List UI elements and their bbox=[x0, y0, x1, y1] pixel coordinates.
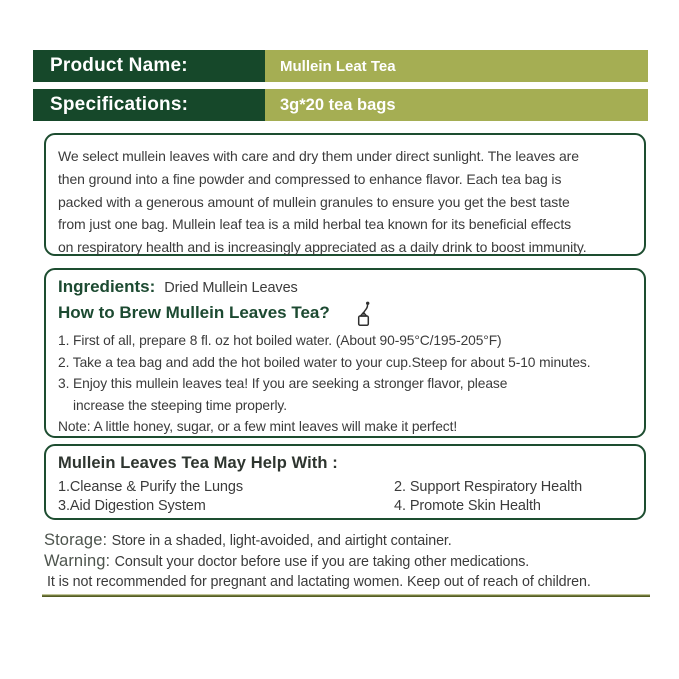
storage-line bbox=[44, 531, 650, 552]
warning-label: Warning: bbox=[44, 551, 111, 570]
storage-warning-block bbox=[44, 531, 650, 593]
storage-label: Storage: bbox=[44, 531, 108, 549]
brew-box bbox=[44, 268, 646, 438]
brew-steps bbox=[58, 330, 632, 438]
product-name-label: Product Name: bbox=[33, 50, 265, 82]
product-name-value: Mullein Leat Tea bbox=[265, 50, 648, 82]
brew-note: Note: A little honey, sugar, or a few mint leaves will make it perfect! bbox=[58, 419, 458, 434]
ingredients-row bbox=[58, 277, 632, 299]
brew-step: 3. Enjoy this mullein leaves tea! If you are seeking a stronger flavor, please bbox=[58, 376, 508, 391]
benefits-title: Mullein Leaves Tea May Help With : bbox=[58, 454, 338, 472]
brew-step: 2. Take a tea bag and add the hot boiled water to your cup.Steep for about 5-10 minutes. bbox=[58, 354, 591, 370]
brew-step: 1. First of all, prepare 8 fl. oz hot boiled water. (About 90-95°C/195-205°F) bbox=[58, 333, 502, 348]
description-line: then ground into a fine powder and compressed to enhance flavor. Each tea bag is bbox=[58, 170, 562, 187]
brew-step-continuation: increase the steeping time properly. bbox=[73, 397, 287, 413]
warning-continuation-line bbox=[44, 572, 650, 593]
tea-bag-icon bbox=[354, 299, 373, 327]
storage-text: Store in a shaded, light-avoided, and airtight container. bbox=[111, 533, 452, 549]
ingredients-label: Ingredients: bbox=[58, 277, 156, 296]
howto-row bbox=[58, 299, 632, 327]
benefit-item: 2. Support Respiratory Health bbox=[394, 479, 583, 495]
description-line: We select mullein leaves with care and dry them under direct sunlight. The leaves are bbox=[58, 148, 579, 164]
benefit-item: 4. Promote Skin Health bbox=[394, 497, 541, 514]
description-box bbox=[44, 133, 646, 256]
benefit-item: 3.Aid Digestion System bbox=[58, 497, 206, 514]
warning-continuation-text: It is not recommended for pregnant and lactating women. Keep out of reach of children. bbox=[47, 574, 591, 590]
brew-title: How to Brew Mullein Leaves Tea? bbox=[58, 303, 330, 322]
warning-line bbox=[44, 552, 650, 573]
description-line: from just one bag. Mullein leaf tea is a mild herbal tea known for its beneficial effects bbox=[58, 216, 572, 233]
benefits-box bbox=[44, 444, 646, 520]
specifications-row bbox=[33, 89, 648, 121]
benefits-list bbox=[58, 478, 632, 515]
warning-text: Consult your doctor before use if you are taking other medications. bbox=[114, 553, 530, 570]
description-line: packed with a generous amount of mullein granules to ensure you get the best taste bbox=[58, 193, 570, 210]
specifications-label: Specifications: bbox=[33, 89, 265, 121]
ingredients-value: Dried Mullein Leaves bbox=[164, 280, 298, 296]
bottom-divider bbox=[42, 594, 650, 597]
product-name-row bbox=[33, 50, 648, 82]
specifications-value: 3g*20 tea bags bbox=[265, 89, 648, 121]
benefit-item: 1.Cleanse & Purify the Lungs bbox=[58, 479, 244, 495]
description-line: on respiratory health and is increasingly appreciated as a daily drink to boost immunity. bbox=[58, 239, 587, 256]
